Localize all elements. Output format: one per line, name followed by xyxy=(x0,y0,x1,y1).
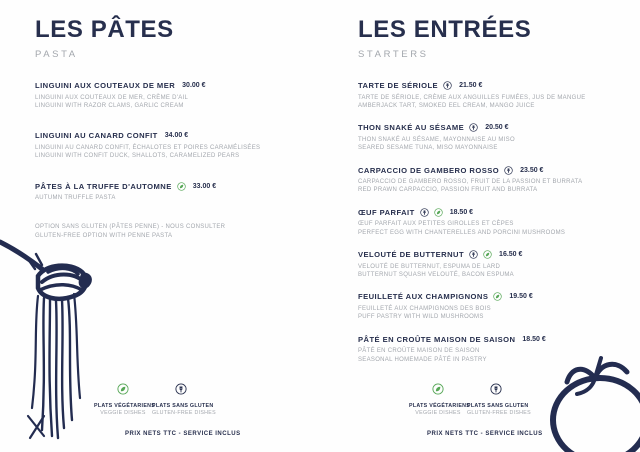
dish-description-fr: TARTE DE SÉRIOLE, CRÈME AUX ANGUILLES FUMÉES, JUS DE MANGUE xyxy=(358,94,586,101)
gluten-free-icon xyxy=(420,208,429,217)
gluten-free-icon xyxy=(443,81,452,90)
gluten-free-icon xyxy=(504,166,513,175)
legend-gluten-label-en: GLUTEN-FREE DISHES xyxy=(467,410,531,416)
menu-item xyxy=(358,250,640,279)
dish-description-fr: LINGUINI AUX COUTEAUX DE MER, CRÈME D'AIL xyxy=(35,94,189,101)
legend-vegetarian-label-fr: PLATS VÉGÉTARIENS xyxy=(94,402,156,409)
dish-name: THON SNAKÉ AU SÉSAME xyxy=(358,123,465,133)
legend-vegetarian-label-en: VEGGIE DISHES xyxy=(415,410,461,416)
gluten-free-note-fr: OPTION SANS GLUTEN (PÂTES PENNE) - NOUS CONSULTER xyxy=(35,224,226,231)
legend xyxy=(409,382,531,417)
dish-description-fr: THON SNAKÉ AU SÉSAME, MAYONNAISE AU MISO xyxy=(358,136,515,143)
menu-item xyxy=(358,123,640,152)
gluten-free-icon xyxy=(469,123,478,132)
dish-description-en: LINGUINI WITH CONFIT DUCK, SHALLOTS, CARAMELIZED PEARS xyxy=(35,153,240,160)
vegetarian-icon xyxy=(493,292,502,301)
dish-description-en: SEARED SESAME TUNA, MISO MAYONNAISE xyxy=(358,145,498,152)
dish-description-en: PERFECT EGG WITH CHANTERELLES AND PORCINI MUSHROOMS xyxy=(358,229,566,236)
menu-item xyxy=(358,81,640,110)
dish-description-en: BUTTERNUT SQUASH VELOUTÉ, BACON ESPUMA xyxy=(358,272,514,279)
dish-description-en: AMBERJACK TART, SMOKED EEL CREAM, MANGO JUICE xyxy=(358,102,535,109)
legend-gluten-label-fr: PLATS SANS GLUTEN xyxy=(152,402,214,409)
dish-price: 23.50 € xyxy=(520,166,544,174)
dish-description-en: PUFF PASTRY WITH WILD MUSHROOMS xyxy=(358,314,484,321)
dish-name: PÂTÉ EN CROÛTE MAISON DE SAISON xyxy=(358,334,516,344)
dish-name: VELOUTÉ DE BUTTERNUT xyxy=(358,250,465,260)
dish-name: LINGUINI AU CANARD CONFIT xyxy=(35,131,158,141)
dish-description-fr: PÂTÉ EN CROÛTE MAISON DE SAISON xyxy=(358,348,480,355)
menu-item xyxy=(358,292,640,321)
vegetarian-icon xyxy=(177,182,186,191)
legend xyxy=(94,382,216,417)
legend-vegetarian xyxy=(94,382,156,417)
vegetarian-icon xyxy=(432,383,444,395)
menu-item xyxy=(358,335,640,364)
vegetarian-icon xyxy=(117,383,129,395)
dish-price: 30.00 € xyxy=(182,82,206,89)
dish-price: 18.50 € xyxy=(522,335,546,343)
dish-description-fr: ŒUF PARFAIT AUX PETITES GIROLLES ET CÈPES xyxy=(358,221,514,228)
dish-price: 16.50 € xyxy=(499,251,523,259)
dish-name: LINGUINI AUX COUTEAUX DE MER xyxy=(35,81,176,90)
dish-price: 20.50 € xyxy=(485,124,509,132)
menu-item xyxy=(358,166,640,195)
dish-description-fr: VELOUTÉ DE BUTTERNUT, ESPUMA DE LARD xyxy=(358,263,501,270)
gluten-free-icon xyxy=(469,250,478,259)
price-note: PRIX NETS TTC - SERVICE INCLUS xyxy=(427,431,543,437)
menu-item xyxy=(35,81,321,110)
legend-gluten-label-fr: PLATS SANS GLUTEN xyxy=(467,402,529,409)
legend-vegetarian xyxy=(409,382,471,417)
legend-gluten-free xyxy=(467,382,531,417)
dish-price: 34.00 € xyxy=(164,132,189,140)
page-title: LES ENTRÉES xyxy=(358,16,532,43)
dish-name: ŒUF PARFAIT xyxy=(358,207,415,217)
legend-vegetarian-label-fr: PLATS VÉGÉTARIENS xyxy=(409,402,471,409)
dish-price: 19.50 € xyxy=(509,293,533,301)
dish-description-en: SEASONAL HOMEMADE PÂTÉ IN PASTRY xyxy=(358,356,487,363)
dish-list xyxy=(35,81,321,202)
page-title: LES PÂTES xyxy=(35,16,174,43)
dish-description-en: AUTUMN TRUFFLE PASTA xyxy=(35,195,116,202)
dish-price: 21.50 € xyxy=(459,82,483,89)
vegetarian-icon xyxy=(434,208,443,217)
dish-name: PÂTES À LA TRUFFE D'AUTOMNE xyxy=(35,181,172,191)
dish-name: TARTE DE SÉRIOLE xyxy=(358,81,439,90)
dish-price: 18.50 € xyxy=(449,208,474,216)
gluten-free-icon xyxy=(490,383,502,395)
menu-item xyxy=(35,131,321,160)
legend-gluten-free xyxy=(152,382,216,417)
dish-price: 33.00 € xyxy=(192,182,217,190)
legend-vegetarian-label-en: VEGGIE DISHES xyxy=(100,410,146,416)
dish-description-en: LINGUINI WITH RAZOR CLAMS, GARLIC CREAM xyxy=(35,102,184,109)
page-subtitle: PASTA xyxy=(35,49,78,60)
dish-list xyxy=(358,81,640,364)
dish-description-fr: CARPACCIO DE GAMBERO ROSSO, FRUIT DE LA PASSION ET BURRATA xyxy=(358,179,583,186)
dish-name: CARPACCIO DE GAMBERO ROSSO xyxy=(358,165,500,175)
menu-item xyxy=(358,208,640,237)
dish-name: FEUILLETÉ AUX CHAMPIGNONS xyxy=(358,292,489,302)
page-subtitle: STARTERS xyxy=(358,49,429,60)
menu-item xyxy=(35,182,321,203)
gluten-free-note xyxy=(35,223,321,240)
legend-gluten-label-en: GLUTEN-FREE DISHES xyxy=(152,410,216,416)
page-entrees xyxy=(358,16,640,446)
gluten-free-icon xyxy=(175,383,187,395)
dish-description-fr: LINGUINI AU CANARD CONFIT, ÉCHALOTES ET POIRES CARAMÉLISÉES xyxy=(35,144,261,151)
dish-description-en: RED PRAWN CARPACCIO, PASSION FRUIT AND BURRATA xyxy=(358,187,538,194)
dish-description-fr: FEUILLETÉ AUX CHAMPIGNONS DES BOIS xyxy=(358,305,491,312)
price-note: PRIX NETS TTC - SERVICE INCLUS xyxy=(125,431,241,437)
vegetarian-icon xyxy=(483,250,492,259)
gluten-free-note-en: GLUTEN-FREE OPTION WITH PENNE PASTA xyxy=(35,232,173,239)
page-pates xyxy=(35,16,321,446)
